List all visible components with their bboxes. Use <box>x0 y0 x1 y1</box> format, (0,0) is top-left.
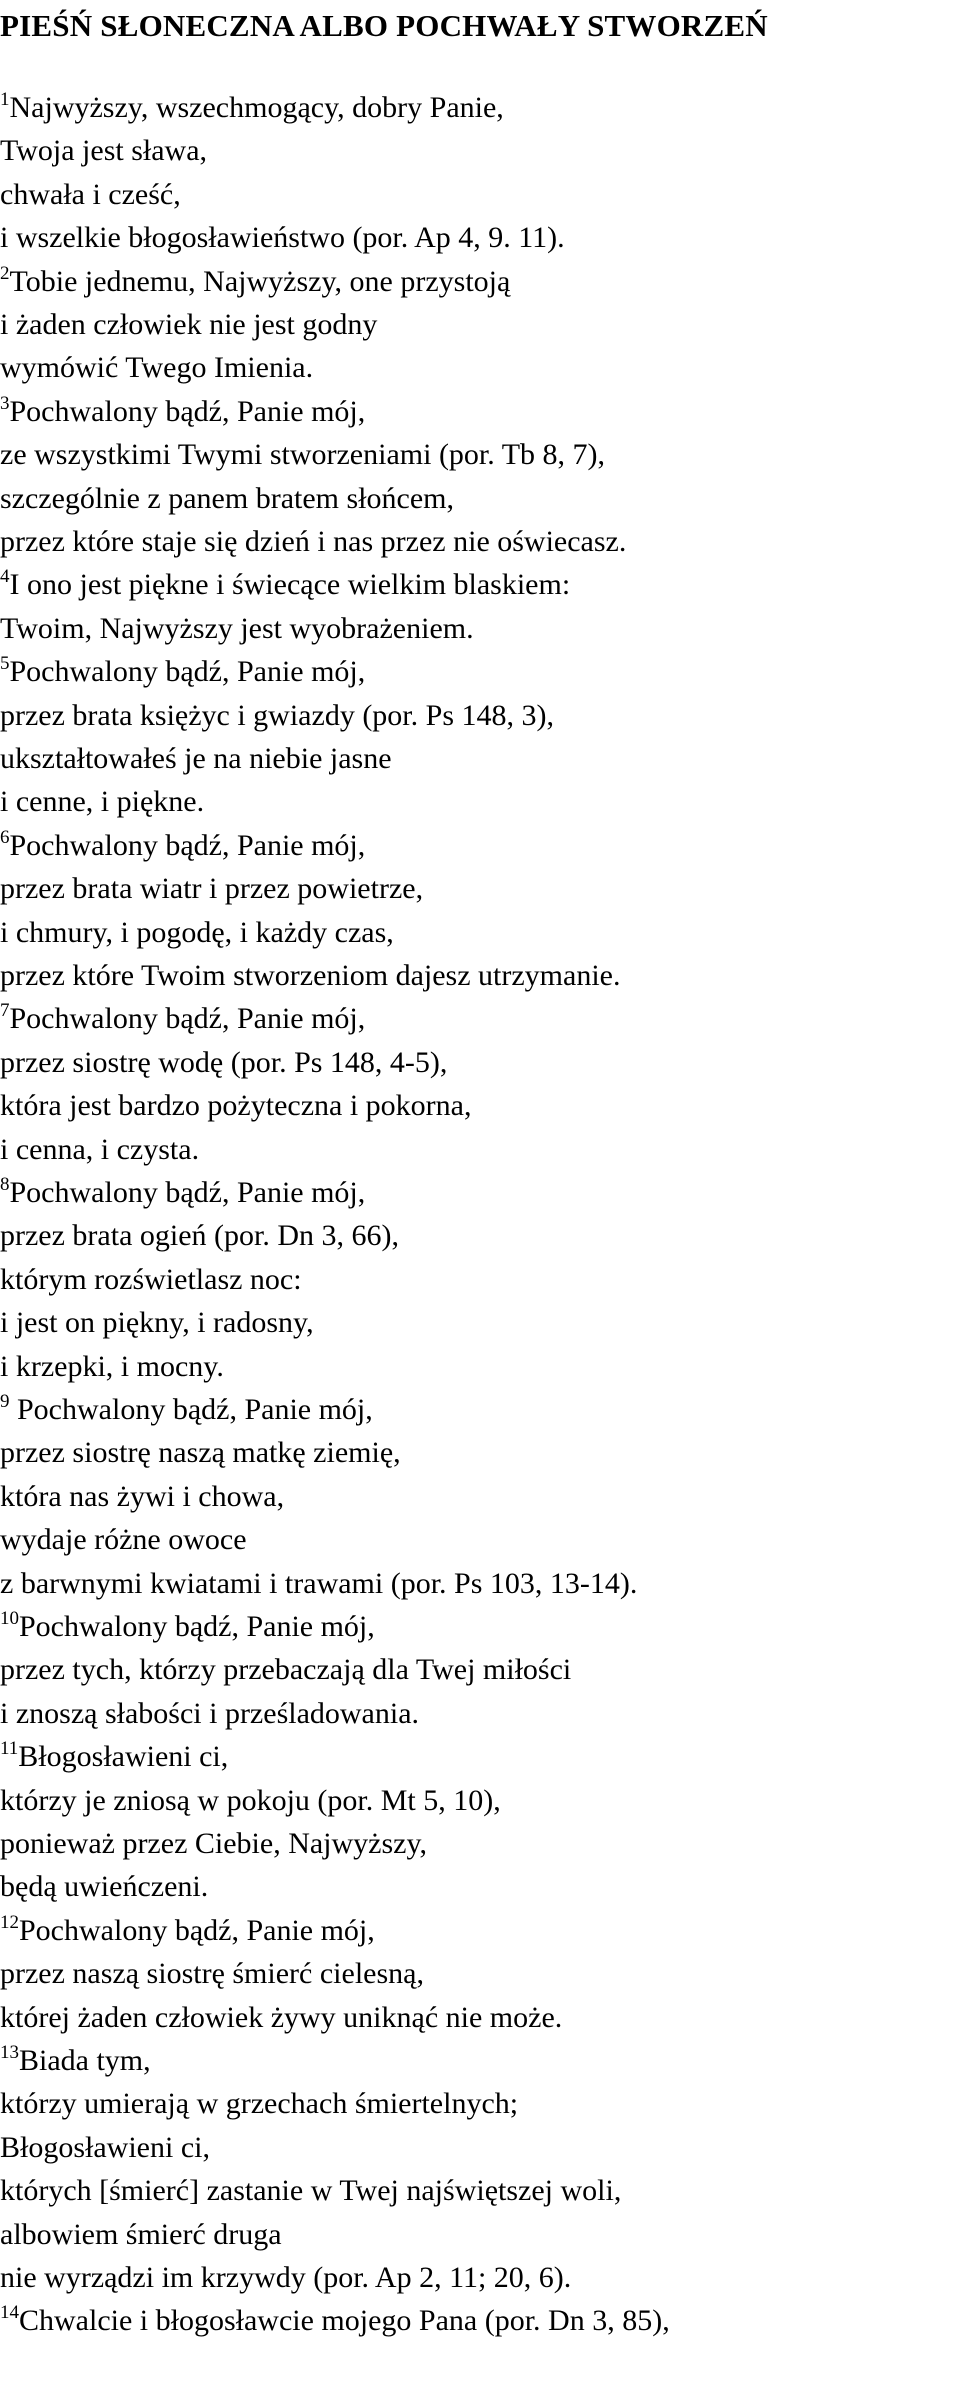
poem-line <box>0 563 570 606</box>
verse-text: przez siostrę wodę (por. Ps 148, 4-5), <box>0 1045 448 1079</box>
verse-text: przez siostrę naszą matkę ziemię, <box>0 1436 401 1470</box>
poem-line <box>0 260 510 303</box>
poem-line <box>0 1648 571 1691</box>
poem-line <box>0 1431 401 1474</box>
poem-line <box>0 1779 501 1822</box>
verse-text: przez brata księżyc i gwiazdy (por. Ps 148, 3), <box>0 698 554 732</box>
verse-text: Pochwalony bądź, Panie mój, <box>19 1913 375 1947</box>
verse-text: Błogosławieni ci, <box>18 1740 229 1774</box>
verse-text: wymówić Twego Imienia. <box>0 351 314 385</box>
verse-number: 8 <box>0 1174 10 1195</box>
verse-text: Pochwalony bądź, Panie mój, <box>9 1393 373 1426</box>
verse-text: którzy je zniosą w pokoju (por. Mt 5, 10), <box>0 1783 501 1817</box>
poem-line <box>0 1301 314 1344</box>
poem-line <box>0 1822 427 1865</box>
verse-text: ponieważ przez Ciebie, Najwyższy, <box>0 1827 428 1860</box>
verse-number: 12 <box>0 1911 19 1933</box>
poem-line <box>0 1518 247 1561</box>
poem-line <box>0 2256 571 2299</box>
poem-line <box>0 694 554 737</box>
verse-text: I ono jest piękne i świecące wielkim blaskiem: <box>9 568 571 602</box>
verse-text: będą uwieńczeni. <box>0 1870 209 1904</box>
verse-number: 4 <box>0 566 10 588</box>
verse-text: Chwalcie i błogosławcie mojego Pana (por. Dn 3, 85), <box>19 2304 670 2338</box>
verse-text: i żaden człowiek nie jest godny <box>0 308 378 341</box>
poem-line <box>0 390 365 433</box>
poem-line <box>0 2039 151 2082</box>
poem-line <box>0 997 365 1040</box>
verse-text: i cenne, i piękne. <box>0 785 205 819</box>
poem-line <box>0 2126 210 2169</box>
verse-text: Pochwalony bądź, Panie mój, <box>9 394 366 428</box>
verse-text: albowiem śmierć druga <box>0 2217 282 2251</box>
poem-line <box>0 520 626 563</box>
verse-text: przez brata wiatr i przez powietrze, <box>0 872 424 906</box>
verse-number: 9 <box>0 1391 10 1412</box>
poem-line <box>0 2299 670 2342</box>
poem-line <box>0 650 365 693</box>
verse-text: Twoja jest sława, <box>0 134 208 168</box>
poem-line <box>0 1388 373 1431</box>
verse-text: Najwyższy, wszechmogący, dobry Panie, <box>9 91 504 124</box>
poem-line <box>0 2213 282 2256</box>
poem-line <box>0 1562 637 1605</box>
poem-line <box>0 911 394 954</box>
verse-text: i cenna, i czysta. <box>0 1132 200 1166</box>
verse-text: przez brata ogień (por. Dn 3, 66), <box>0 1219 400 1253</box>
verse-text: i znoszą słabości i prześladowania. <box>0 1696 420 1730</box>
verse-number: 2 <box>0 262 10 284</box>
verse-number: 14 <box>0 2302 19 2324</box>
verse-number: 5 <box>0 653 10 675</box>
verse-text: ze wszystkimi Twymi stworzeniami (por. Tb 8, 7), <box>0 438 606 472</box>
verse-text: przez naszą siostrę śmierć cielesną, <box>0 1957 424 1991</box>
poem-line <box>0 1996 562 2039</box>
verse-text: która jest bardzo pożyteczna i pokorna, <box>0 1089 472 1123</box>
verse-text: Tobie jednemu, Najwyższy, one przystoją <box>9 264 511 298</box>
poem-line <box>0 303 377 346</box>
verse-text: Pochwalony bądź, Panie mój, <box>9 655 366 689</box>
verse-text: szczególnie z panem bratem słońcem, <box>0 481 454 515</box>
verse-number: 7 <box>0 1000 10 1022</box>
verse-text: których [śmierć] zastanie w Twej najświętszej woli, <box>0 2174 622 2208</box>
poem-line <box>0 346 313 389</box>
poem-line <box>0 1909 375 1952</box>
poem-line <box>0 1692 419 1735</box>
verse-text: Biada tym, <box>19 2044 151 2077</box>
verse-text: i wszelkie błogosławieństwo (por. Ap 4, 9. 11). <box>0 221 565 255</box>
verse-text: chwała i cześć, <box>0 177 181 211</box>
verse-number: 3 <box>0 392 10 414</box>
verse-text: wydaje różne owoce <box>0 1523 247 1557</box>
poem-line <box>0 477 454 520</box>
poem-line <box>0 129 207 172</box>
poem-line <box>0 216 565 259</box>
poem-line <box>0 86 504 129</box>
poem-line <box>0 433 605 476</box>
poem-line <box>0 1952 424 1995</box>
verse-text: Błogosławieni ci, <box>0 2130 210 2164</box>
verse-number: 1 <box>0 89 10 110</box>
verse-text: Pochwalony bądź, Panie mój, <box>19 1610 375 1643</box>
verse-text: Pochwalony bądź, Panie mój, <box>9 1176 366 1209</box>
verse-text: którym rozświetlasz noc: <box>0 1262 302 1296</box>
poem-line <box>0 1084 471 1127</box>
poem-line <box>0 1171 365 1214</box>
poem-line <box>0 780 204 823</box>
poem-line <box>0 1258 302 1301</box>
verse-text: która nas żywi i chowa, <box>0 1479 285 1513</box>
poem-line <box>0 1345 224 1388</box>
poem-line <box>0 1735 228 1778</box>
verse-text: której żaden człowiek żywy uniknąć nie może. <box>0 2000 563 2034</box>
verse-text: i krzepki, i mocny. <box>0 1349 224 1383</box>
verse-text: i chmury, i pogodę, i każdy czas, <box>0 915 394 949</box>
poem-line <box>0 737 392 780</box>
verse-text: i jest on piękny, i radosny, <box>0 1306 314 1340</box>
verse-number: 10 <box>0 1608 19 1629</box>
verse-number: 13 <box>0 2042 19 2063</box>
verse-text: Pochwalony bądź, Panie mój, <box>9 828 366 862</box>
verse-text: przez które staje się dzień i nas przez nie oświecasz. <box>0 525 627 558</box>
page-title: PIEŚŃ SŁONECZNA ALBO POCHWAŁY STWORZEŃ <box>0 8 768 43</box>
poem-line <box>0 1214 399 1257</box>
verse-text: ukształtowałeś je na niebie jasne <box>0 742 392 775</box>
verse-text: przez tych, którzy przebaczają dla Twej miłości <box>0 1653 572 1687</box>
poem-line <box>0 1605 375 1648</box>
poem-line <box>0 607 474 650</box>
poem-line <box>0 1475 284 1518</box>
verse-number: 6 <box>0 826 10 848</box>
verse-text: z barwnymi kwiatami i trawami (por. Ps 103, 13-14). <box>0 1566 638 1600</box>
poem-line <box>0 867 423 910</box>
poem-line <box>0 2082 518 2125</box>
poem-line <box>0 824 365 867</box>
poem-line <box>0 1041 447 1084</box>
poem-line <box>0 1865 208 1908</box>
verse-text: nie wyrządzi im krzywdy (por. Ap 2, 11; 20, 6). <box>0 2261 572 2294</box>
verse-text: przez które Twoim stworzeniom dajesz utrzymanie. <box>0 959 621 992</box>
verse-text: którzy umierają w grzechach śmiertelnych; <box>0 2087 519 2121</box>
poem-line <box>0 1128 199 1171</box>
verse-text: Twoim, Najwyższy jest wyobrażeniem. <box>0 611 474 645</box>
poem-line <box>0 173 181 216</box>
verse-text: Pochwalony bądź, Panie mój, <box>9 1002 366 1036</box>
verse-number: 11 <box>0 1738 19 1760</box>
poem-line <box>0 954 620 997</box>
poem-line <box>0 2169 621 2212</box>
